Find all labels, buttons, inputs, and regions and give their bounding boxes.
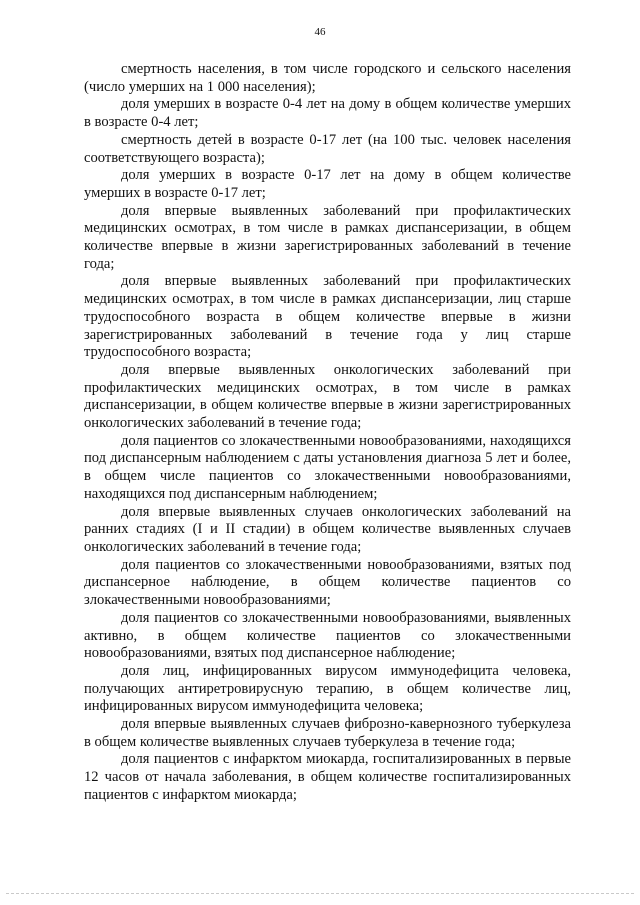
page-number: 46 — [314, 26, 326, 38]
paragraph: доля пациентов с инфарктом миокарда, госпитализированных в первые 12 часов от начала заболевания, в общем количестве госпитализированных пациентов с инфарктом миокарда; — [84, 751, 571, 803]
paragraph: доля впервые выявленных случаев онкологических заболеваний на ранних стадиях (I и II стадии) в общем количестве выявленных случаев онкологических заболеваний в течение года; — [84, 503, 571, 555]
paragraph: смертность детей в возрасте 0-17 лет (на 100 тыс. человек населения соответствующего возраста); — [84, 131, 571, 166]
paragraph: доля впервые выявленных онкологических заболеваний при профилактических медицинских осмотрах, в том числе в рамках диспансеризации, в общем количестве впервые в жизни зарегистрированных онкологических заболеваний в течение года; — [84, 361, 571, 432]
paragraph: доля впервые выявленных заболеваний при профилактических медицинских осмотрах, в том числе в рамках диспансеризации, в общем количестве впервые в жизни зарегистрированных заболеваний в течение года; — [84, 202, 571, 272]
paragraph: доля впервые выявленных заболеваний при профилактических медицинских осмотрах, в том числе в рамках диспансеризации, лиц старше трудоспособного возраста в общем количестве впервые в жизни зарегистрированных заболеваний в течение года у лиц старше трудоспособного возраста; — [84, 273, 571, 361]
paragraph: доля лиц, инфицированных вирусом иммунодефицита человека, получающих антиретровирусную терапию, в общем количестве лиц, инфицированных вирусом иммунодефицита человека; — [84, 662, 571, 715]
paragraph: смертность населения, в том числе городского и сельского населения (число умерших на 1 000 населения); — [84, 61, 571, 95]
paragraph: доля пациентов со злокачественными новообразованиями, взятых под диспансерное наблюдение, в общем количестве пациентов со злокачественными новообразованиями; — [84, 556, 571, 609]
paragraph: доля умерших в возрасте 0-17 лет на дому в общем количестве умерших в возрасте 0-17 лет; — [84, 167, 571, 201]
scan-edge-divider — [6, 893, 634, 894]
paragraph: доля пациентов со злокачественными новообразованиями, находящихся под диспансерным наблюдением с даты установления диагноза 5 лет и более, в общем числе пациентов со злокачественными новообразованиями, находящихся под диспансерным наблюдением; — [84, 432, 571, 502]
paragraph: доля умерших в возрасте 0-4 лет на дому в общем количестве умерших в возрасте 0-4 лет; — [84, 96, 571, 131]
document-body — [84, 61, 571, 805]
paragraph: доля пациентов со злокачественными новообразованиями, выявленных активно, в общем количестве пациентов со злокачественными новообразованиями, взятых под диспансерное наблюдение; — [84, 609, 571, 662]
paragraph: доля впервые выявленных случаев фиброзно-кавернозного туберкулеза в общем количестве выявленных случаев туберкулеза в течение года; — [84, 716, 571, 750]
